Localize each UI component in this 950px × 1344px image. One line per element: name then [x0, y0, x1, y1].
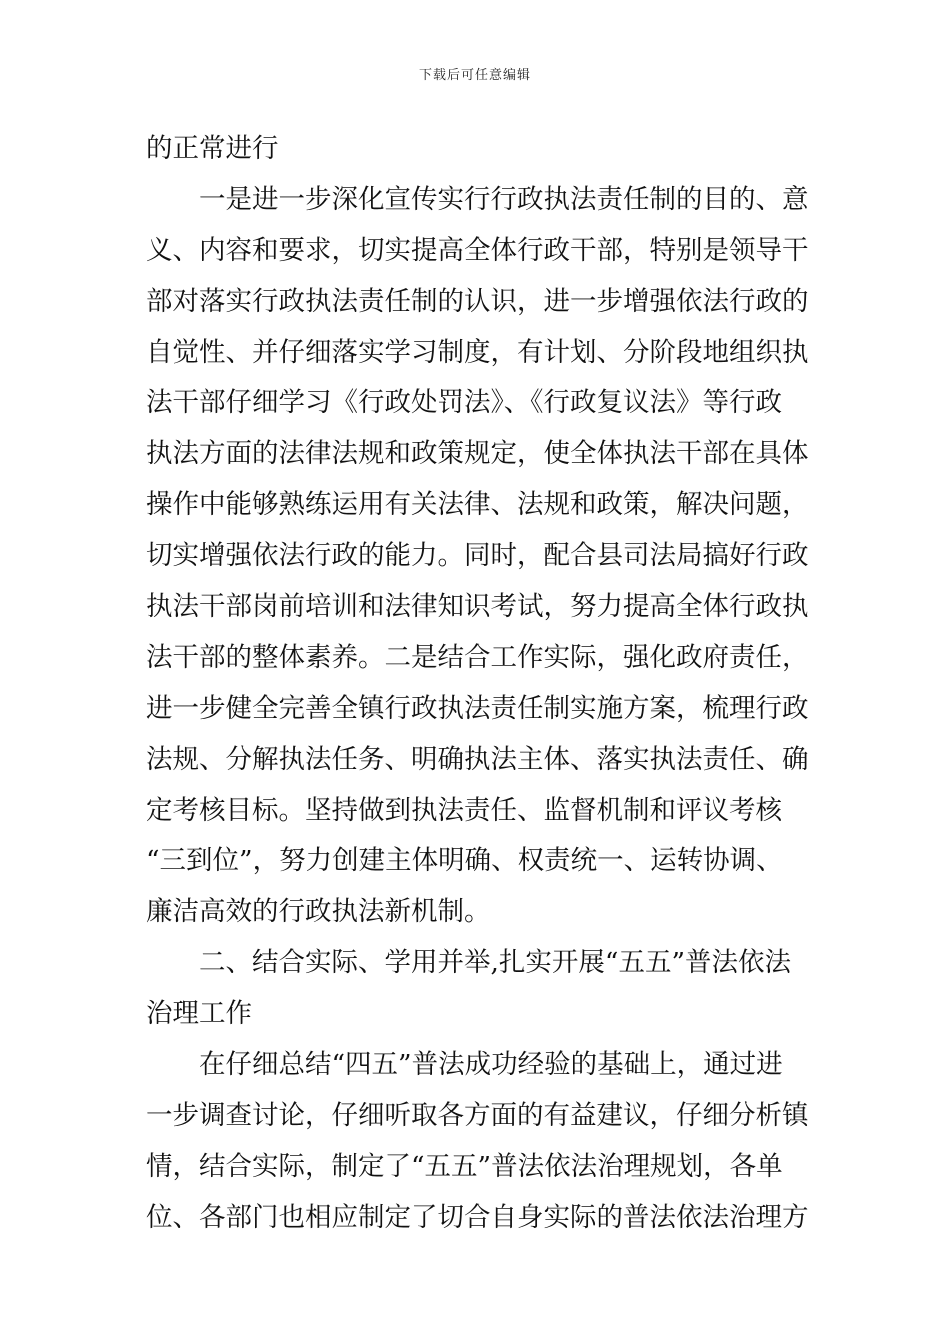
text-line: 一是进一步深化宣传实行行政执法责任制的目的、意 [199, 183, 809, 215]
section-heading-line: 治理工作 [146, 998, 252, 1030]
text-line: 情，结合实际，制定了“五五”普法依法治理规划，各单 [146, 1150, 783, 1182]
text-line: 自觉性、并仔细落实学习制度，有计划、分阶段地组织执 [146, 336, 809, 368]
text-line: 义、内容和要求，切实提高全体行政干部，特别是领导干 [146, 234, 809, 266]
section-heading-line: 二、结合实际、学用并举,扎实开展“五五”普法依法 [199, 947, 792, 979]
text-line: 法干部仔细学习《行政处罚法》、《行政复议法》等行政 [146, 387, 782, 419]
text-line: 的正常进行 [146, 133, 279, 164]
text-line: 法干部的整体素养。二是结合工作实际，强化政府责任， [146, 641, 809, 673]
text-line: 执法方面的法律法规和政策规定，使全体执法干部在具体 [146, 438, 809, 470]
text-line: 廉洁高效的行政执法新机制。 [146, 896, 491, 928]
text-line: 在仔细总结“四五”普法成功经验的基础上，通过进 [199, 1049, 783, 1081]
text-line: 操作中能够熟练运用有关法律、法规和政策，解决问题， [146, 489, 809, 521]
body-text [146, 124, 810, 1244]
text-line: 部对落实行政执法责任制的认识，进一步增强依法行政的 [146, 285, 809, 317]
text-line: 一步调查讨论，仔细听取各方面的有益建议，仔细分析镇 [146, 1099, 809, 1131]
text-line: 执法干部岗前培训和法律知识考试，努力提高全体行政执 [146, 591, 809, 623]
text-line: 法规、分解执法任务、明确执法主体、落实执法责任、确 [146, 743, 809, 775]
text-line: 切实增强依法行政的能力。同时，配合县司法局搞好行政 [146, 540, 809, 572]
text-line: “三到位”，努力创建主体明确、权责统一、运转协调、 [146, 845, 783, 877]
page-header: 下载后可任意编辑 [418, 68, 531, 83]
text-line: 位、各部门也相应制定了切合自身实际的普法依法治理方 [146, 1201, 809, 1233]
text-line: 进一步健全完善全镇行政执法责任制实施方案，梳理行政 [146, 692, 809, 724]
text-line: 定考核目标。坚持做到执法责任、监督机制和评议考核 [146, 794, 782, 826]
